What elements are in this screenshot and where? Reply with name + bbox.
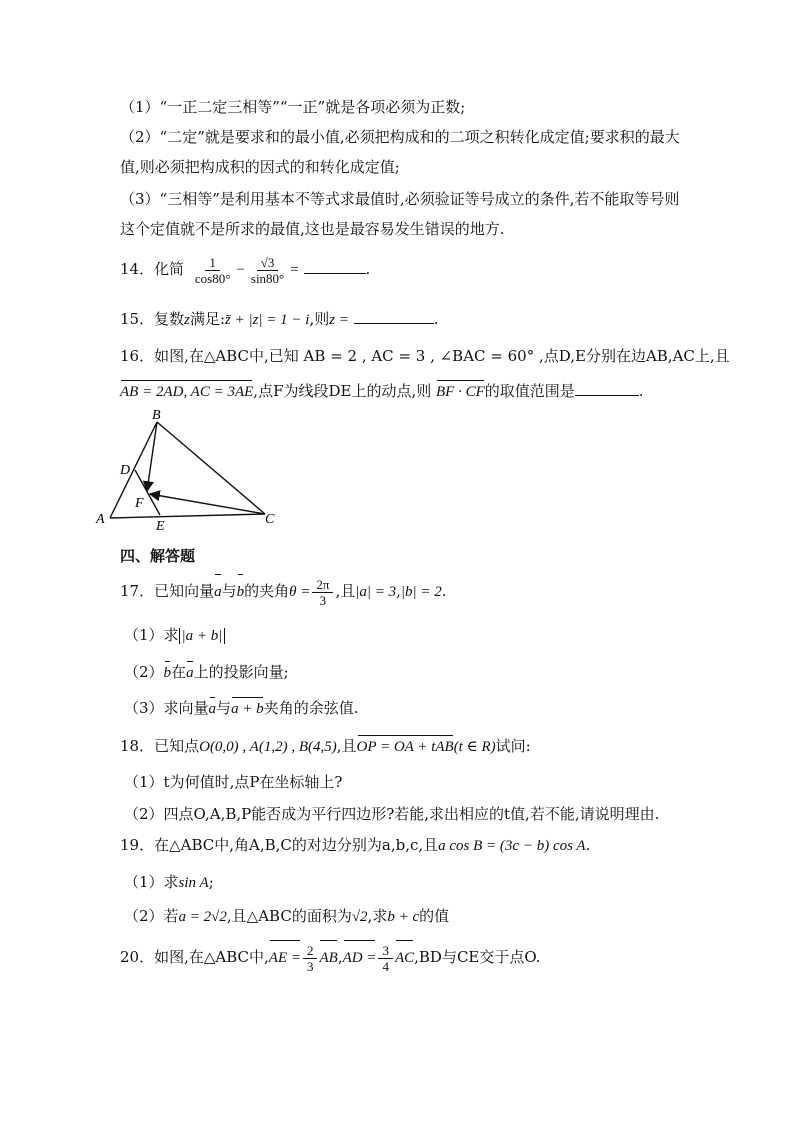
q15-answer-blank <box>354 309 434 324</box>
q17-text-3: ,且 <box>335 582 356 600</box>
q20-fraction-1 <box>303 943 318 974</box>
q14-text: 化简 <box>154 260 185 278</box>
triangle-figure <box>90 405 290 535</box>
q19-s2-c: ,且△ABC的面积为 <box>226 907 352 925</box>
q17-frac-den: 3 <box>319 592 327 608</box>
q16-text-2: ,点F为线段DE上的动点,则 <box>253 382 432 400</box>
q20-text-2: ,BD与CE交于点O. <box>414 948 541 966</box>
q17-end: . <box>441 582 447 600</box>
question-16-line-1 <box>120 345 730 367</box>
q17-s3-d: a + b <box>231 698 264 720</box>
q20-ae: AE = <box>269 941 301 975</box>
q19-s1-a: （1）求 <box>124 873 179 891</box>
q20-number: 20． <box>120 948 155 966</box>
label-d: D <box>120 463 131 478</box>
label-a: A <box>96 512 105 527</box>
q14-end: . <box>365 260 371 278</box>
q20-text-1: 如图,在△ABC中, <box>154 948 269 966</box>
q19-s1-b: sin A <box>178 875 209 891</box>
q20-f2-num: 3 <box>378 943 393 959</box>
section-title: 四、解答题 <box>120 547 196 565</box>
question-16-line-2 <box>120 380 644 403</box>
q17-s3-e: 夹角的余弦值. <box>263 699 359 717</box>
q20-fraction-2 <box>378 943 393 974</box>
q17-theta: θ = <box>289 584 311 600</box>
q15-z-eq: z = <box>329 312 349 328</box>
q20-ad: AD = <box>343 941 377 975</box>
q18-points: O(0,0) , A(1,2) , B(4,5) <box>199 739 337 755</box>
q19-s2-f: b + c <box>387 909 420 925</box>
q17-sub-3 <box>124 697 358 720</box>
q17-vec-b: b <box>237 575 245 609</box>
vector-cf <box>150 494 265 514</box>
q15-expr: z̄ + |z| = 1 − i <box>225 312 310 328</box>
q14-minus: − <box>236 262 245 278</box>
q20-ac: AC <box>395 941 414 975</box>
q19-sub-1 <box>124 871 214 894</box>
q19-number: 19． <box>120 836 155 854</box>
label-e: E <box>156 519 165 534</box>
q19-s2-b: a = 2√2 <box>178 909 227 925</box>
q17-text-2: 的夹角 <box>244 582 290 600</box>
q16-text-3: 的取值范围是 <box>484 382 575 400</box>
question-20 <box>120 940 541 975</box>
q17-sub-2 <box>124 661 289 684</box>
q15-text-b: 满足: <box>189 310 226 328</box>
question-17 <box>120 574 447 609</box>
q20-ab: AB <box>319 941 337 975</box>
q17-vec-a: a <box>214 575 222 609</box>
q19-s2-g: 的值 <box>419 907 450 925</box>
q19-text-1: 在△ABC中,角A,B,C的对边分别为a,b,c,且 <box>154 836 439 854</box>
q14-f1-den: cos80° <box>194 270 231 286</box>
q14-f2-den: sin80° <box>250 270 285 286</box>
q18-sub-2: （2）四点O,A,B,P能否成为平行四边形?若能,求出相应的t值,若不能,请说明理由. <box>124 805 660 823</box>
q18-sub-1: （1）t为何值时,点P在坐标轴上? <box>124 773 343 791</box>
label-c: C <box>265 512 275 527</box>
note-line-1: （1）“一正二定三相等”“一正”就是各项必须为正数; <box>120 98 466 116</box>
q14-equals: = <box>290 262 299 278</box>
label-b: B <box>152 408 161 423</box>
q20-comma: , <box>337 948 343 966</box>
q18-number: 18． <box>120 737 155 755</box>
q19-sub-2 <box>124 905 449 928</box>
label-f: F <box>135 496 144 511</box>
q20-f2-den: 4 <box>382 958 389 974</box>
q17-frac-num: 2π <box>312 577 333 593</box>
question-19 <box>120 834 590 857</box>
q17-comma: , <box>396 582 401 600</box>
note-line-3a: （3）“三相等”是利用基本不等式求最值时,必须验证等号成立的条件,若不能取等号则 <box>120 190 680 208</box>
question-15 <box>120 308 439 331</box>
q20-f1-num: 2 <box>303 943 318 959</box>
q14-f1-num: 1 <box>205 255 220 271</box>
q17-norm-a: |a| = 3 <box>355 584 397 600</box>
q16-answer-blank <box>575 381 639 396</box>
q17-s2-c: 在 <box>171 663 187 681</box>
q18-condition: (t ∈ R) <box>453 739 496 755</box>
q17-s3-c: 与 <box>216 699 232 717</box>
q16-dot-product: BF · CF <box>436 381 485 403</box>
question-18 <box>120 735 531 758</box>
q17-s2-d: a <box>186 662 194 684</box>
q16-number: 16． <box>120 347 155 365</box>
q17-s1-math: |a + b| <box>179 628 226 644</box>
q17-s3-b: a <box>209 698 217 720</box>
side-ac <box>110 514 265 518</box>
q17-s2-b: b <box>164 662 172 684</box>
q17-fraction <box>312 577 333 608</box>
q17-number: 17． <box>120 582 155 600</box>
note-line-2b: 值,则必须把构成积的因式的和转化成定值; <box>120 158 400 176</box>
q17-sub-1 <box>124 624 225 647</box>
q18-text-3: 试问: <box>495 737 531 755</box>
q14-fraction-2 <box>247 255 288 286</box>
q17-norm-b: |b| = 2 <box>400 584 442 600</box>
q18-text-1: 已知点 <box>154 737 200 755</box>
q17-s2-e: 上的投影向量; <box>193 663 289 681</box>
q17-s2-a: （2） <box>124 663 164 681</box>
q19-s1-c: ; <box>208 873 214 891</box>
q14-answer-blank <box>304 259 366 274</box>
note-line-2a: （2）“二定”就是要求和的最小值,必须把构成和的二项之积转化成定值;要求积的最大 <box>120 128 680 146</box>
q16-end: . <box>638 382 644 400</box>
q18-text-2: ,且 <box>336 737 357 755</box>
q19-s2-d: √2 <box>351 909 368 925</box>
note-line-3b: 这个定值就不是所求的最值,这也是最容易发生错误的地方. <box>120 220 505 238</box>
q16-text-1: 如图,在△ABC中,已知 AB = 2 , AC = 3 , ∠BAC = 60° ,点D,E分别在边AB,AC上,且 <box>154 347 730 365</box>
q16-vector-condition: AB = 2AD, AC = 3AE <box>120 381 253 403</box>
side-bc <box>157 422 265 514</box>
q17-s3-a: （3）求向量 <box>124 699 209 717</box>
q17-s1-text: （1）求 <box>124 626 179 644</box>
q20-f1-den: 3 <box>306 958 314 974</box>
question-14 <box>120 252 370 287</box>
q15-text-c: ,则 <box>309 310 330 328</box>
q15-text-a: 复数 <box>154 310 185 328</box>
q18-vector-eq: OP = OA + tAB <box>357 736 454 758</box>
q19-s2-a: （2）若 <box>124 907 179 925</box>
q14-number: 14． <box>120 260 155 278</box>
q19-equation: a cos B = (3c − b) cos A <box>438 838 586 854</box>
q19-end: . <box>585 836 591 854</box>
q15-number: 15． <box>120 310 155 328</box>
q14-fraction-1 <box>191 255 235 286</box>
q19-s2-e: ,求 <box>367 907 388 925</box>
q15-z: z <box>184 312 190 328</box>
q14-f2-num: √3 <box>257 255 279 271</box>
q15-end: . <box>433 310 439 328</box>
q17-with: 与 <box>221 582 237 600</box>
q17-text-1: 已知向量 <box>154 582 215 600</box>
